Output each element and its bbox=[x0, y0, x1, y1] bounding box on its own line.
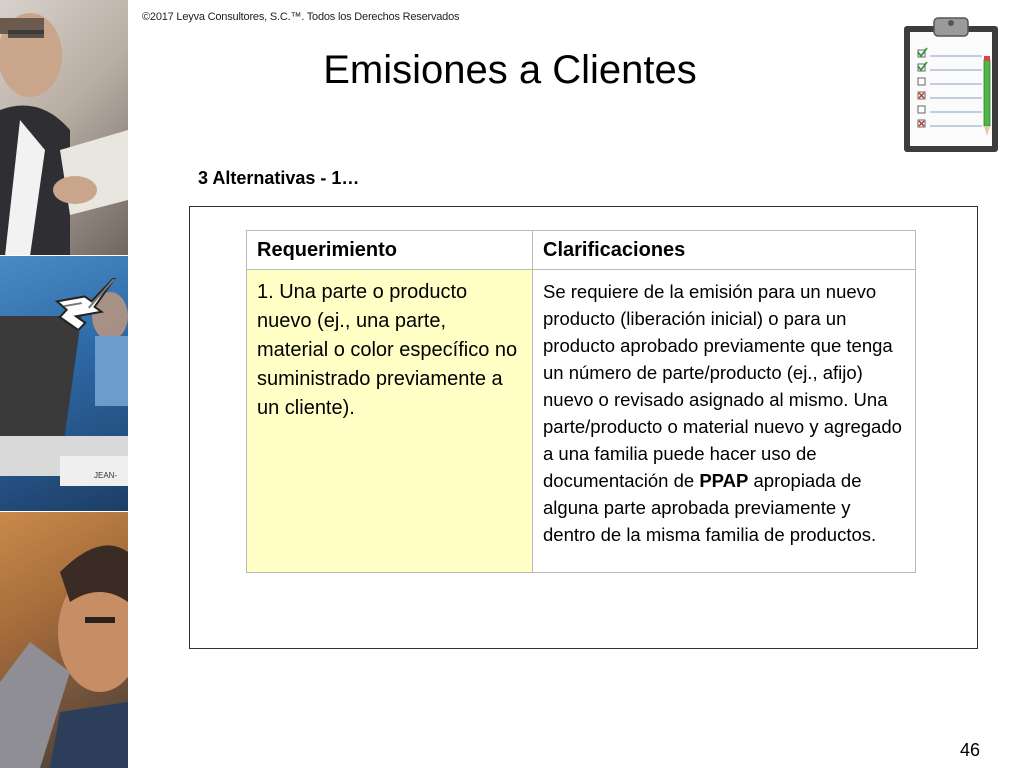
page-title: Emisiones a Clientes bbox=[323, 48, 697, 92]
table-row bbox=[247, 270, 916, 573]
copyright-notice: ©2017 Leyva Consultores, S.C.™. Todos los Derechos Reservados bbox=[142, 11, 460, 23]
column-header-clarificaciones: Clarificaciones bbox=[533, 231, 916, 270]
section-subtitle: 3 Alternativas - 1… bbox=[198, 168, 360, 188]
table-header-row bbox=[247, 231, 916, 270]
decorative-photo-strip bbox=[0, 0, 128, 768]
clarification-bold-term: PPAP bbox=[699, 470, 749, 491]
column-header-requerimiento: Requerimiento bbox=[247, 231, 533, 270]
arrow-cursor-icon bbox=[52, 278, 124, 330]
page-number: 46 bbox=[960, 740, 981, 760]
photo-man-phone bbox=[0, 512, 128, 768]
photo-man-reading bbox=[0, 0, 128, 256]
requirement-cell: 1. Una parte o producto nuevo (ej., una parte, material o color específico no suministrado previamente a un cliente). bbox=[247, 270, 533, 573]
clarification-text-end: apropiada de alguna parte aprobada previamente y dentro de la misma familia de productos. bbox=[543, 470, 877, 545]
clarification-cell bbox=[533, 270, 916, 573]
clipboard-checklist-icon bbox=[902, 14, 1000, 154]
clarification-text: Se requiere de la emisión para un nuevo producto (liberación inicial) o para un producto aprobado previamente que tenga un número de parte/producto (ej., afijo) nuevo o revisado asignado al mismo. Una parte/producto o material nuevo y agregado a una familia puede hacer uso de documentación de bbox=[543, 281, 902, 491]
requirements-table bbox=[246, 230, 916, 573]
svg-text:JEAN-: JEAN- bbox=[94, 471, 118, 480]
